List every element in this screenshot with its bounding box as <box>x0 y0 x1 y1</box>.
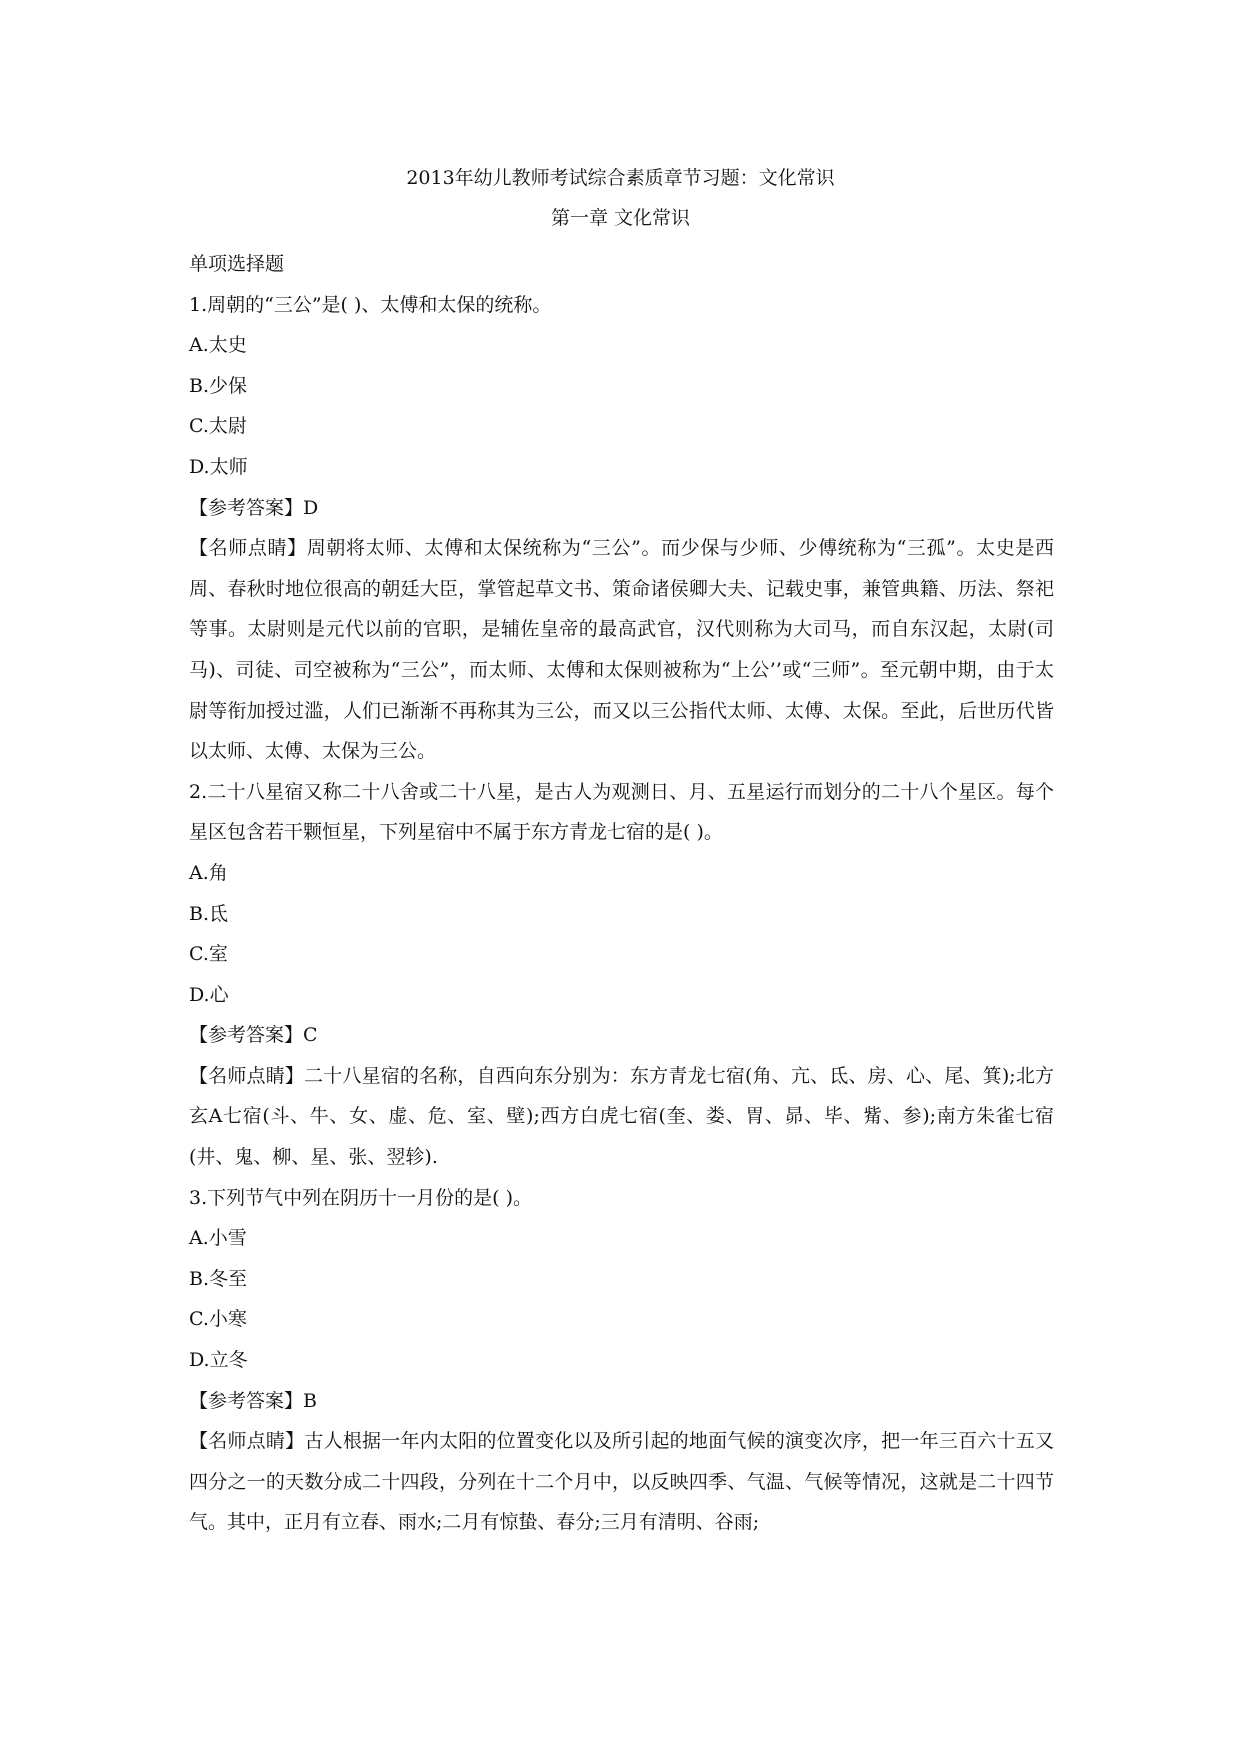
question-2-answer-value: C <box>303 1024 318 1047</box>
tip-tag: 【名师点睛】 <box>189 1064 305 1087</box>
question-2-stem: 2.二十八星宿又称二十八舍或二十八星，是古人为观测日、月、五星运行而划分的二十八个星区。每个星区包含若干颗恒星，下列星宿中不属于东方青龙七宿的是( )。 <box>189 780 1054 844</box>
question-3-answer <box>189 1381 1054 1422</box>
question-2-option-d: D.心 <box>189 983 229 1006</box>
question-1-option-b: B.少保 <box>189 374 248 397</box>
question-1-tip-text: 周朝将太师、太傅和太保统称为“三公”。而少保与少师、少傅统称为“三孤”。太史是西周、春秋时地位很高的朝廷大臣，掌管起草文书、策命诸侯卿大夫、记载史事，兼管典籍、历法、祭祀等事。太尉则是元代以前的官职，是辅佐皇帝的最高武官，汉代则称为大司马，而自东汉起，太尉(司马)、司徒、司空被称为“三公”，而太师、太傅和太保则被称为“上公’’或“三师”。至元朝中期，由于太尉等衔加授过滥，人们已渐渐不再称其为三公，而又以三公指代太师、太傅、太保。至此，后世历代皆以太师、太傅、太保为三公。 <box>189 537 1054 763</box>
answer-tag: 【参考答案】 <box>189 1024 304 1047</box>
question-1-tip <box>189 528 1054 772</box>
question-1-option-d: D.太师 <box>189 455 248 478</box>
tip-tag: 【名师点睛】 <box>189 1430 305 1453</box>
question-2-option-a: A.角 <box>189 861 228 884</box>
question-3-option-c: C.小寒 <box>189 1308 247 1331</box>
chapter-title: 第一章 文化常识 <box>550 207 691 229</box>
question-2-answer <box>189 1015 1054 1056</box>
question-3-answer-value: B <box>303 1389 317 1412</box>
answer-tag: 【参考答案】 <box>189 496 304 519</box>
question-2-option-c: C.室 <box>189 943 228 966</box>
question-2-option-b: B.氐 <box>189 902 229 925</box>
answer-tag: 【参考答案】 <box>189 1389 304 1412</box>
document-title: 2013年幼儿教师考试综合素质章节习题：文化常识 <box>406 167 835 189</box>
question-2-tip-text: 二十八星宿的名称，自西向东分别为：东方青龙七宿(角、亢、氐、房、心、尾、箕);北方玄A七宿(斗、牛、女、虚、危、室、壁);西方白虎七宿(奎、娄、胃、昴、毕、觜、参);南方朱雀七宿(井、鬼、柳、星、张、翌轸). <box>189 1064 1054 1169</box>
question-3-option-b: B.冬至 <box>189 1267 248 1290</box>
tip-tag: 【名师点睛】 <box>189 537 307 560</box>
question-1-answer <box>189 488 1054 529</box>
question-3-tip-text: 古人根据一年内太阳的位置变化以及所引起的地面气候的演变次序，把一年三百六十五又四分之一的天数分成二十四段，分列在十二个月中，以反映四季、气温、气候等情况，这就是二十四节气。其中，正月有立春、雨水;二月有惊蛰、春分;三月有清明、谷雨; <box>189 1430 1054 1534</box>
question-1-option-c: C.太尉 <box>189 415 247 438</box>
question-2-tip <box>189 1056 1054 1178</box>
question-3-option-d: D.立冬 <box>189 1349 248 1372</box>
question-3-tip <box>189 1421 1054 1543</box>
question-1-stem: 1.周朝的“三公”是( )、太傅和太保的统称。 <box>189 293 552 316</box>
document-body <box>189 244 1054 1543</box>
section-heading: 单项选择题 <box>189 253 285 275</box>
question-3-stem: 3.下列节气中列在阴历十一月份的是( )。 <box>189 1186 532 1209</box>
question-1-option-a: A.太史 <box>189 334 247 357</box>
question-3-option-a: A.小雪 <box>189 1227 247 1250</box>
question-1-answer-value: D <box>303 496 319 519</box>
